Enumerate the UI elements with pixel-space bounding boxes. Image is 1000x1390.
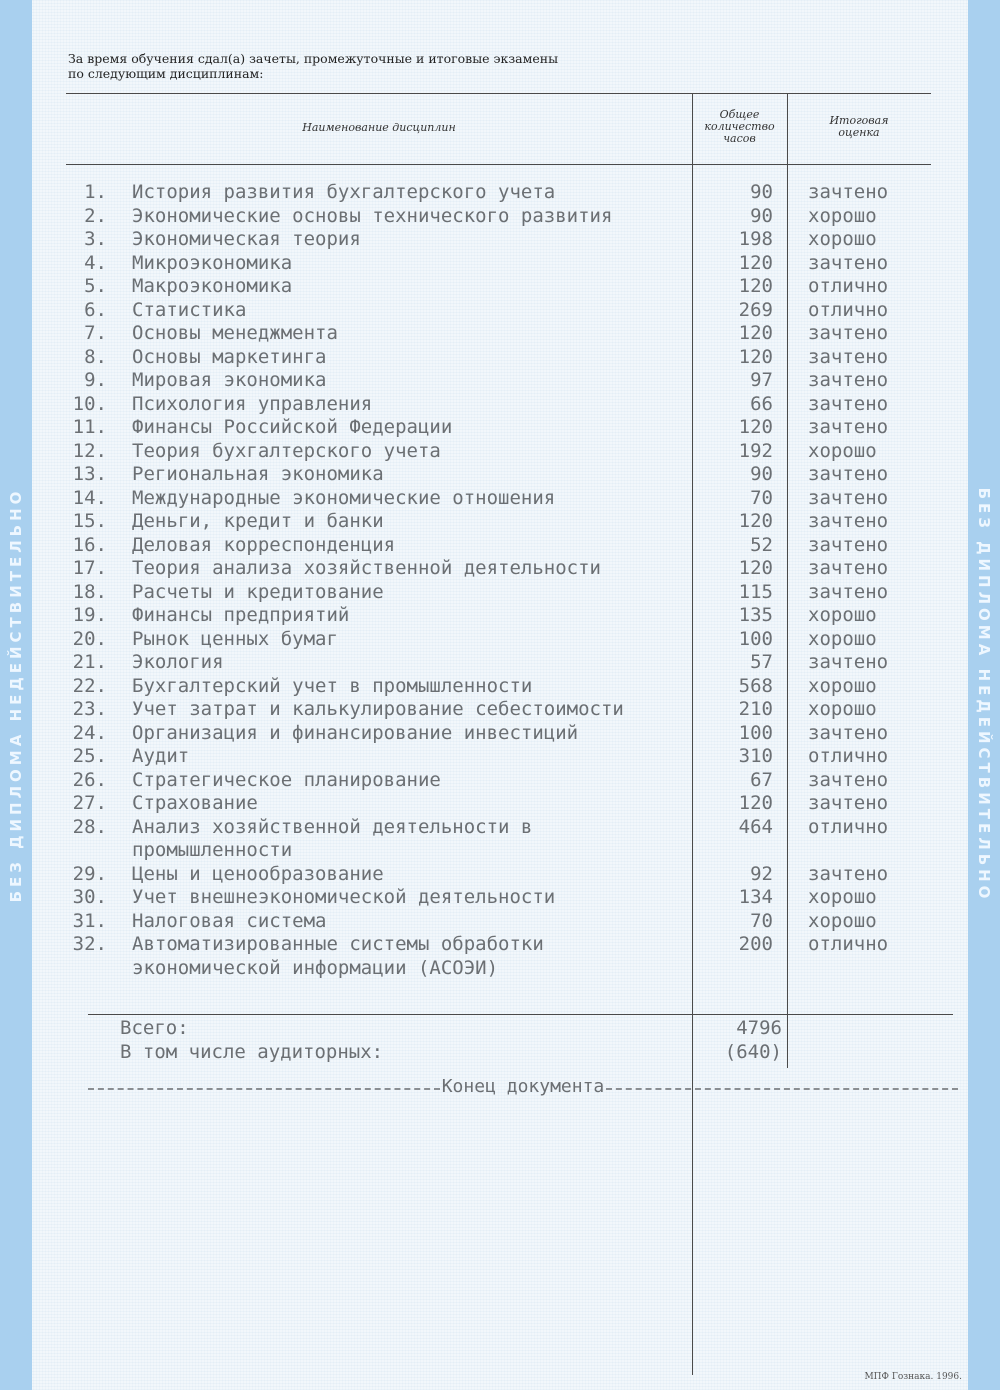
row-discipline-name: Расчеты и кредитование [132, 580, 384, 603]
discipline-row [0, 698, 1000, 722]
row-discipline-name: Учет затрат и калькулирование себестоимости [132, 698, 624, 720]
row-hours: 120 [738, 275, 773, 297]
row-hours: 120 [738, 557, 773, 579]
row-grade: хорошо [808, 627, 877, 650]
end-dash-right [606, 1088, 958, 1090]
row-grade: отлично [808, 298, 889, 321]
discipline-row [0, 416, 1000, 440]
row-hours: 464 [738, 815, 773, 838]
discipline-row [0, 534, 1000, 558]
row-grade: хорошо [808, 604, 877, 626]
row-discipline-name: Анализ хозяйственной деятельности в промышленности [132, 815, 533, 861]
end-of-document-text: Конец документа [441, 1076, 605, 1097]
discipline-row [0, 769, 1000, 793]
row-number: 15. [72, 510, 107, 532]
auditory-row [0, 1040, 1000, 1064]
row-number: 4. [84, 251, 107, 274]
row-number: 13. [72, 463, 107, 485]
intro-text [68, 51, 688, 81]
row-hours: 120 [738, 322, 773, 344]
row-discipline-name: Бухгалтерский учет в промышленности [132, 674, 533, 697]
row-number: 16. [72, 533, 107, 556]
row-grade: зачтено [808, 721, 889, 744]
row-grade: хорошо [808, 228, 877, 250]
row-hours: 200 [738, 933, 773, 955]
row-discipline-name: Экономические основы технического развития [132, 204, 613, 227]
row-number: 28. [72, 815, 107, 838]
row-hours: 115 [738, 580, 773, 603]
auditory-label: В том числе аудиторных: [120, 1041, 384, 1063]
row-grade: хорошо [808, 204, 877, 227]
row-discipline-name: Деловая корреспонденция [132, 533, 396, 556]
row-hours: 198 [738, 228, 773, 250]
row-grade: отлично [808, 933, 889, 955]
intro-line-1: За время обучения сдал(а) зачеты, промежуточные и итоговые экзамены [68, 51, 559, 66]
end-dash-left [88, 1088, 440, 1090]
discipline-row [0, 440, 1000, 464]
row-grade: хорошо [808, 698, 877, 720]
row-number: 11. [72, 416, 107, 438]
row-hours: 310 [738, 745, 773, 767]
discipline-row [0, 299, 1000, 323]
row-hours: 70 [750, 486, 773, 509]
discipline-row [0, 910, 1000, 934]
discipline-row [0, 863, 1000, 887]
totals-block [0, 1016, 1000, 1064]
totals-rule [88, 1014, 953, 1015]
end-of-document-line [88, 1076, 958, 1097]
discipline-row [0, 205, 1000, 229]
row-grade: отлично [808, 815, 889, 838]
row-discipline-name: Цены и ценообразование [132, 862, 384, 885]
row-grade: зачтено [808, 463, 889, 485]
row-hours: 134 [738, 886, 773, 908]
row-grade: хорошо [808, 439, 877, 462]
row-hours: 100 [738, 627, 773, 650]
discipline-row [0, 651, 1000, 675]
header-hours-line-1: Общее [719, 108, 760, 121]
header-grade [787, 115, 931, 139]
discipline-row [0, 369, 1000, 393]
row-hours: 135 [738, 604, 773, 626]
row-hours: 568 [738, 674, 773, 697]
row-number: 18. [72, 580, 107, 603]
discipline-row [0, 252, 1000, 276]
row-grade: зачтено [808, 510, 889, 532]
discipline-row [0, 181, 1000, 205]
row-number: 29. [72, 862, 107, 885]
row-discipline-name: Теория анализа хозяйственной деятельности [132, 557, 601, 579]
discipline-row [0, 510, 1000, 534]
row-number: 12. [72, 439, 107, 462]
row-number: 1. [84, 181, 107, 203]
row-number: 3. [84, 228, 107, 250]
row-grade: зачтено [808, 251, 889, 274]
row-discipline-name: Международные экономические отношения [132, 486, 556, 509]
total-value: 4796 [736, 1017, 782, 1039]
row-discipline-name: Региональная экономика [132, 463, 384, 485]
row-discipline-name: Стратегическое планирование [132, 768, 441, 791]
row-discipline-name: Рынок ценных бумаг [132, 627, 338, 650]
row-grade: зачтено [808, 322, 889, 344]
discipline-row [0, 604, 1000, 628]
row-hours: 52 [750, 533, 773, 556]
total-row [0, 1016, 1000, 1040]
row-grade: хорошо [808, 674, 877, 697]
discipline-row [0, 322, 1000, 346]
side-banner-right-text: БЕЗ ДИПЛОМА НЕДЕЙСТВИТЕЛЬНО [975, 487, 993, 903]
row-number: 30. [72, 886, 107, 908]
row-grade: зачтено [808, 486, 889, 509]
discipline-row [0, 581, 1000, 605]
row-grade: зачтено [808, 416, 889, 438]
header-hours-line-2: количество [704, 120, 775, 133]
row-hours: 66 [750, 392, 773, 415]
row-discipline-name: Деньги, кредит и банки [132, 510, 384, 532]
row-number: 10. [72, 392, 107, 415]
header-hours-line-3: часов [723, 132, 756, 145]
discipline-row [0, 275, 1000, 299]
row-number: 20. [72, 627, 107, 650]
row-number: 7. [84, 322, 107, 344]
discipline-row [0, 816, 1000, 863]
row-grade: зачтено [808, 392, 889, 415]
discipline-row [0, 745, 1000, 769]
row-hours: 90 [750, 181, 773, 203]
row-discipline-name: Финансы предприятий [132, 604, 350, 626]
row-hours: 192 [738, 439, 773, 462]
row-discipline-name: Статистика [132, 298, 247, 321]
row-number: 27. [72, 792, 107, 814]
row-discipline-name: Мировая экономика [132, 369, 327, 391]
header-name: Наименование дисциплин [302, 121, 456, 134]
header-grade-line-1: Итоговая [829, 114, 889, 127]
row-hours: 269 [738, 298, 773, 321]
row-grade: зачтено [808, 369, 889, 391]
row-number: 8. [84, 345, 107, 368]
row-number: 9. [84, 369, 107, 391]
row-discipline-name: Психология управления [132, 392, 373, 415]
row-discipline-name: Теория бухгалтерского учета [132, 439, 441, 462]
intro-line-2: по следующим дисциплинам: [68, 66, 264, 81]
discipline-row [0, 675, 1000, 699]
row-number: 2. [84, 204, 107, 227]
discipline-row [0, 557, 1000, 581]
discipline-row [0, 487, 1000, 511]
row-discipline-name: Основы менеджмента [132, 322, 338, 344]
row-grade: хорошо [808, 886, 877, 908]
row-discipline-name: Экономическая теория [132, 228, 361, 250]
header-grade-line-2: оценка [838, 126, 880, 139]
header-top-rule [66, 93, 931, 94]
row-grade: зачтено [808, 345, 889, 368]
row-hours: 57 [750, 651, 773, 673]
header-hours [692, 109, 787, 145]
row-discipline-name: Экология [132, 651, 224, 673]
row-discipline-name: Основы маркетинга [132, 345, 327, 368]
row-discipline-name: Аудит [132, 745, 190, 767]
row-number: 23. [72, 698, 107, 720]
row-discipline-name: Организация и финансирование инвестиций [132, 721, 579, 744]
row-grade: зачтено [808, 580, 889, 603]
row-number: 24. [72, 721, 107, 744]
row-discipline-name: Финансы Российской Федерации [132, 416, 453, 438]
row-discipline-name: Макроэкономика [132, 275, 293, 297]
row-number: 21. [72, 651, 107, 673]
side-banner-left-text: БЕЗ ДИПЛОМА НЕДЕЙСТВИТЕЛЬНО [7, 487, 25, 903]
row-grade: зачтено [808, 533, 889, 556]
row-grade: зачтено [808, 651, 889, 673]
row-number: 31. [72, 909, 107, 932]
row-discipline-name: Налоговая система [132, 909, 327, 932]
row-hours: 70 [750, 909, 773, 932]
row-grade: хорошо [808, 909, 877, 932]
row-hours: 120 [738, 510, 773, 532]
row-number: 19. [72, 604, 107, 626]
discipline-row [0, 228, 1000, 252]
row-number: 32. [72, 933, 107, 955]
row-grade: зачтено [808, 181, 889, 203]
row-hours: 120 [738, 416, 773, 438]
row-hours: 100 [738, 721, 773, 744]
auditory-value: (640) [724, 1041, 782, 1063]
row-number: 6. [84, 298, 107, 321]
row-number: 14. [72, 486, 107, 509]
row-number: 5. [84, 275, 107, 297]
row-grade: отлично [808, 275, 889, 297]
row-discipline-name: Страхование [132, 792, 258, 814]
row-hours: 120 [738, 251, 773, 274]
row-number: 25. [72, 745, 107, 767]
row-hours: 67 [750, 768, 773, 791]
discipline-row [0, 463, 1000, 487]
row-discipline-name: Микроэкономика [132, 251, 293, 274]
discipline-list [0, 181, 1000, 980]
header-bottom-rule [66, 164, 931, 165]
discipline-row [0, 393, 1000, 417]
row-discipline-name: Учет внешнеэкономической деятельности [132, 886, 556, 908]
row-hours: 90 [750, 463, 773, 485]
discipline-row [0, 933, 1000, 980]
row-number: 17. [72, 557, 107, 579]
discipline-row [0, 722, 1000, 746]
row-hours: 97 [750, 369, 773, 391]
row-hours: 120 [738, 792, 773, 814]
row-number: 26. [72, 768, 107, 791]
row-grade: зачтено [808, 792, 889, 814]
row-discipline-name: Автоматизированные системы обработки экономической информации (АСОЭИ) [132, 933, 544, 979]
row-grade: отлично [808, 745, 889, 767]
row-hours: 120 [738, 345, 773, 368]
discipline-row [0, 628, 1000, 652]
row-discipline-name: История развития бухгалтерского учета [132, 181, 556, 203]
row-number: 22. [72, 674, 107, 697]
discipline-row [0, 792, 1000, 816]
row-grade: зачтено [808, 557, 889, 579]
printer-mark: МПФ Гознака. 1996. [864, 1372, 962, 1382]
total-label: Всего: [120, 1017, 189, 1039]
discipline-row [0, 886, 1000, 910]
row-grade: зачтено [808, 862, 889, 885]
row-grade: зачтено [808, 768, 889, 791]
row-hours: 92 [750, 862, 773, 885]
discipline-row [0, 346, 1000, 370]
row-hours: 90 [750, 204, 773, 227]
row-hours: 210 [738, 698, 773, 720]
